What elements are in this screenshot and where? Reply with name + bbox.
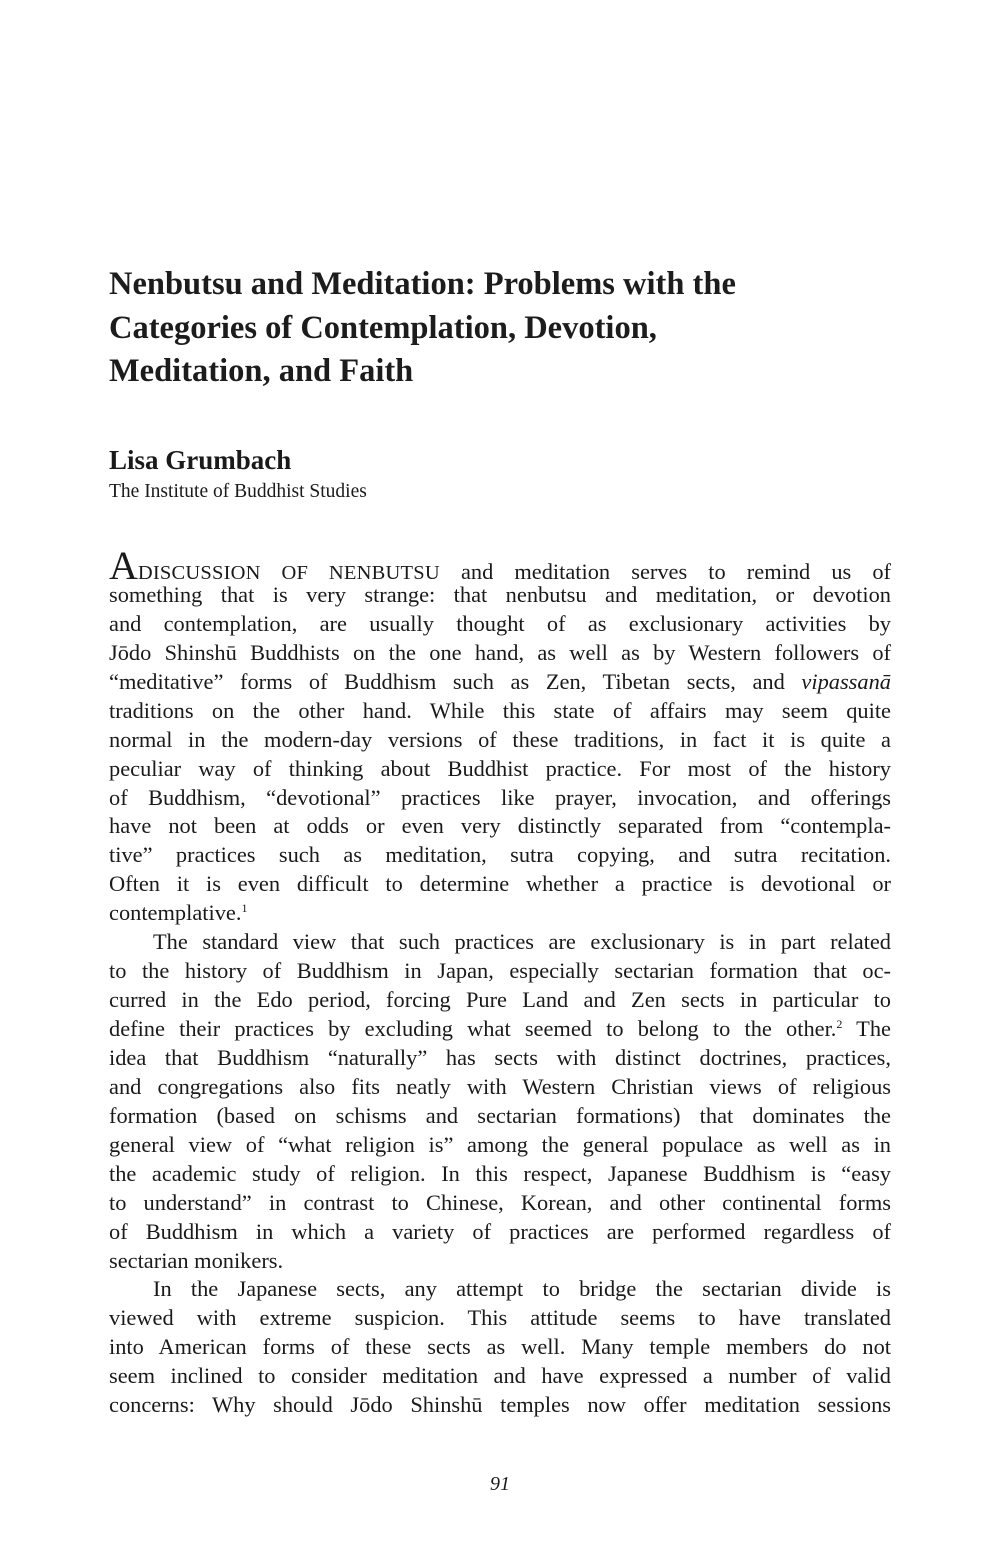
text-line: viewed with extreme suspicion. This attitude seems to have translated	[109, 1305, 891, 1331]
title-line: Meditation, and Faith	[109, 353, 414, 389]
italic-term: vipassanā	[801, 668, 891, 694]
article-title	[109, 263, 891, 394]
text-line: normal in the modern-day versions of these traditions, in fact it is quite a	[109, 726, 891, 752]
text-line: and congregations also fits neatly with Western Christian views of religious	[109, 1073, 891, 1099]
title-line: Nenbutsu and Meditation: Problems with the	[109, 266, 736, 302]
text-line: tive” practices such as meditation, sutra copying, and sutra recitation.	[109, 842, 891, 868]
author-affiliation: The Institute of Buddhist Studies	[109, 481, 367, 502]
text-line: of Buddhism, “devotional” practices like prayer, invocation, and offerings	[109, 784, 891, 810]
text-line: general view of “what religion is” among the general populace as well as in	[109, 1131, 891, 1157]
line-text: and meditation serves to remind us of	[439, 559, 891, 584]
text-line: sectarian monikers.	[109, 1247, 284, 1273]
text-line: peculiar way of thinking about Buddhist practice. For most of the history	[109, 755, 891, 781]
line-text: “meditative” forms of Buddhism such as Zen, Tibetan sects, and	[109, 668, 802, 694]
lead-in-small-caps: DISCUSSION OF NENBUTSU	[137, 562, 440, 584]
text-line: The standard view that such practices are exclusionary is in part related	[153, 929, 891, 955]
text-line: concerns: Why should Jōdo Shinshū temples now offer meditation sessions	[109, 1392, 891, 1418]
text-line: curred in the Edo period, forcing Pure Land and Zen sects in particular to	[109, 987, 891, 1013]
text-line	[109, 543, 891, 588]
line-text: The	[842, 1016, 891, 1041]
text-line: to the history of Buddhism in Japan, especially sectarian formation that oc-	[109, 958, 891, 984]
text-line: to understand” in contrast to Chinese, Korean, and other continental forms	[109, 1189, 891, 1215]
footnote-ref[interactable]: 1	[241, 901, 248, 916]
footnote-ref[interactable]: 2	[836, 1017, 843, 1031]
text-line: Jōdo Shinshū Buddhists on the one hand, as well as by Western followers of	[109, 639, 891, 665]
text-line: formation (based on schisms and sectarian formations) that dominates the	[109, 1102, 891, 1128]
text-line: of Buddhism in which a variety of practices are performed regardless of	[109, 1218, 891, 1244]
text-line: have not been at odds or even very distinctly separated from “contempla-	[109, 813, 891, 839]
paragraph	[109, 1275, 891, 1420]
line-text: define their practices by excluding what seemed to belong to the other.	[109, 1016, 837, 1041]
text-line	[109, 1015, 891, 1044]
article-body	[109, 543, 891, 1420]
line-text: contemplative.	[109, 900, 242, 926]
paragraph	[109, 543, 891, 928]
text-line: into American forms of these sects as well. Many temple members do not	[109, 1334, 891, 1360]
text-line	[109, 899, 891, 928]
paragraph	[109, 928, 891, 1275]
text-line: the academic study of religion. In this respect, Japanese Buddhism is “easy	[109, 1160, 891, 1186]
drop-cap: A	[109, 543, 138, 588]
page-number: 91	[490, 1473, 510, 1495]
text-line	[109, 668, 891, 697]
title-line: Categories of Contemplation, Devotion,	[109, 309, 657, 346]
text-line: something that is very strange: that nenbutsu and meditation, or devotion	[109, 581, 891, 607]
text-line: Often it is even difficult to determine whether a practice is devotional or	[109, 871, 891, 897]
text-line: and contemplation, are usually thought of as exclusionary activities by	[109, 610, 891, 636]
text-line: traditions on the other hand. While this state of affairs may seem quite	[109, 697, 891, 723]
text-line: seem inclined to consider meditation and have expressed a number of valid	[109, 1363, 891, 1389]
text-line: idea that Buddhism “naturally” has sects with distinct doctrines, practices,	[109, 1044, 891, 1070]
author-name: Lisa Grumbach	[109, 445, 292, 475]
text-line: In the Japanese sects, any attempt to bridge the sectarian divide is	[153, 1276, 891, 1302]
